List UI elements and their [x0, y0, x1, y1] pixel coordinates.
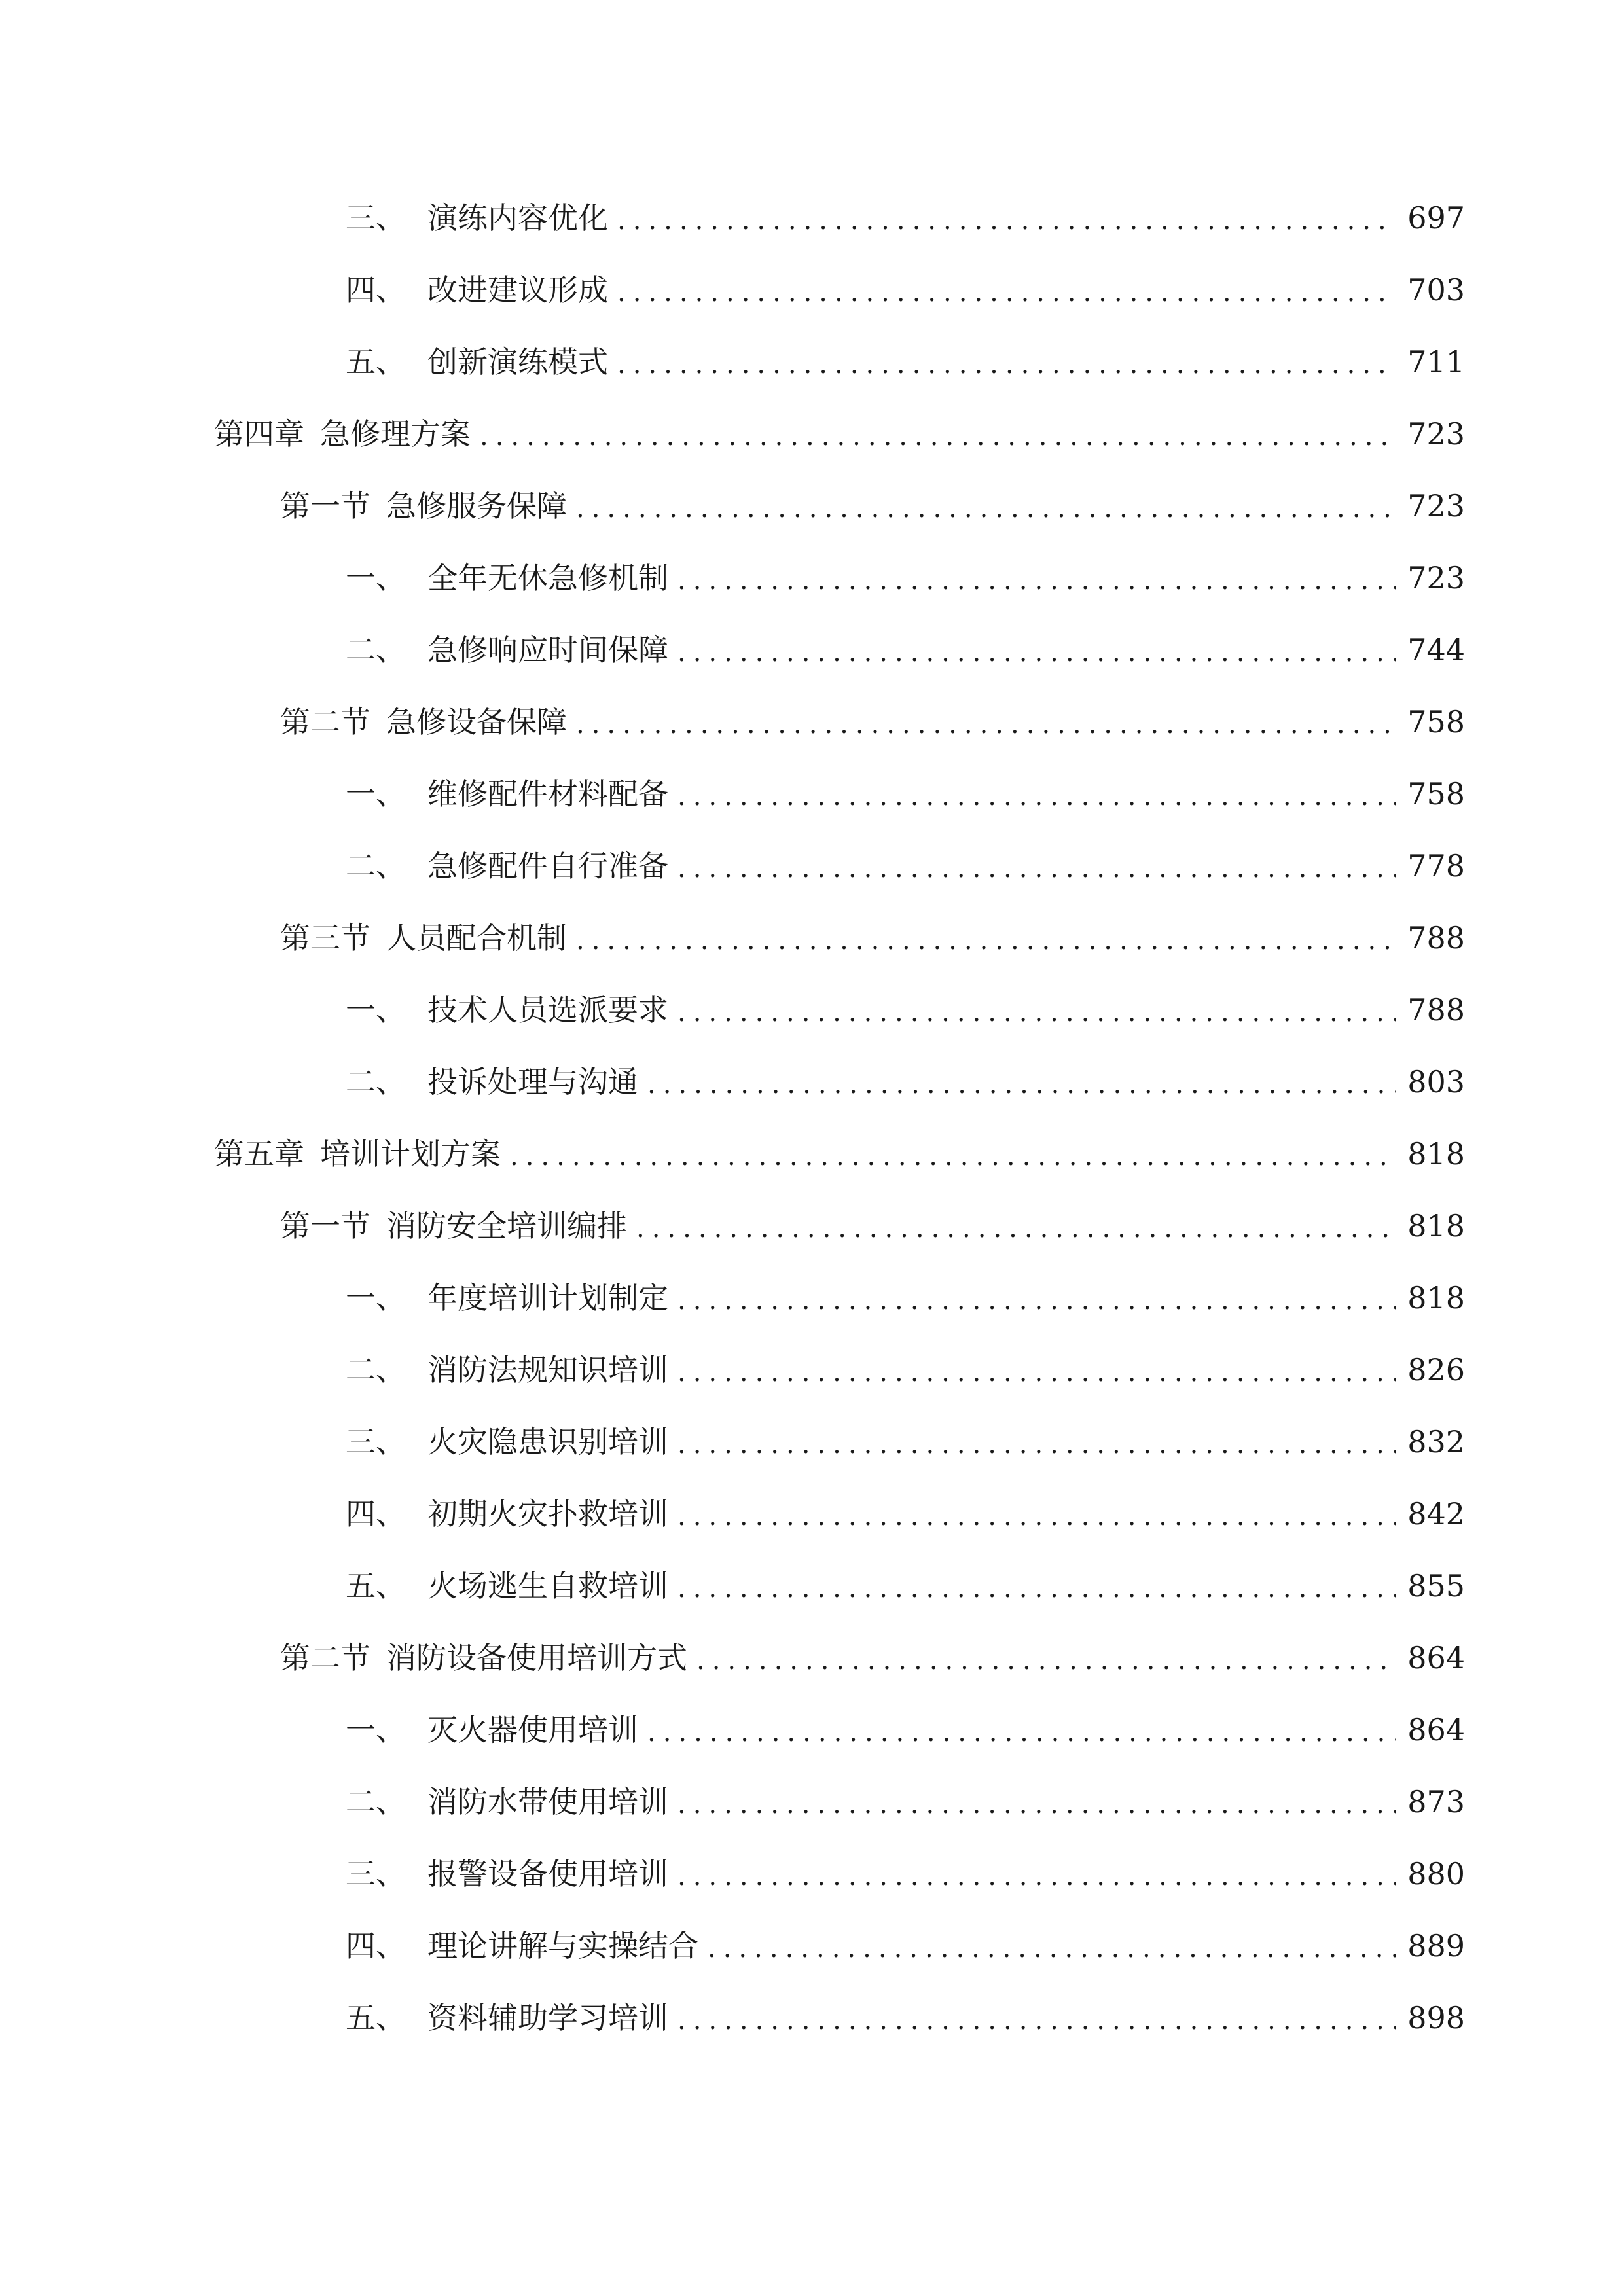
- toc-entry-page-number: 803: [1407, 1064, 1465, 1100]
- toc-entry-title: 演练内容优化: [427, 200, 608, 236]
- toc-entry-number: 第二节: [280, 1640, 370, 1676]
- toc-entry-title: 消防法规知识培训: [427, 1352, 668, 1388]
- toc-dot-leader: [677, 999, 1396, 1026]
- toc-entry-page-number: 788: [1407, 992, 1465, 1028]
- toc-entry-title: 理论讲解与实操结合: [427, 1928, 698, 1964]
- toc-entry-title: 改进建议形成: [427, 272, 608, 308]
- toc-entry-title: 报警设备使用培训: [427, 1856, 668, 1892]
- toc-entry-title: 全年无休急修机制: [427, 560, 668, 596]
- toc-entry-title: 投诉处理与沟通: [427, 1064, 638, 1100]
- toc-dot-leader: [617, 351, 1396, 378]
- toc-entry-page-number: 697: [1407, 200, 1465, 236]
- toc-entry-page-number: 880: [1407, 1856, 1465, 1892]
- toc-entry-number: 一、: [346, 1712, 406, 1748]
- toc-entry-page-number: 855: [1407, 1568, 1465, 1604]
- toc-entry-page-number: 723: [1407, 560, 1465, 596]
- toc-entry-number: 一、: [346, 992, 406, 1028]
- toc-dot-leader: [677, 1431, 1396, 1458]
- toc-dot-leader: [677, 1863, 1396, 1890]
- toc-entry-page-number: 898: [1407, 2000, 1465, 2036]
- toc-entry-number: 四、: [346, 1496, 406, 1532]
- toc-dot-leader: [696, 1647, 1396, 1674]
- toc-entry-page-number: 818: [1407, 1136, 1465, 1172]
- toc-entry[interactable]: [0, 326, 1624, 398]
- toc-entry-number: 三、: [346, 1856, 406, 1892]
- toc-dot-leader: [677, 855, 1396, 882]
- toc-entry-page-number: 758: [1407, 704, 1465, 740]
- toc-entry-title: 消防设备使用培训方式: [386, 1640, 687, 1676]
- toc-entry[interactable]: [0, 758, 1624, 830]
- toc-entry-title: 资料辅助学习培训: [427, 2000, 668, 2036]
- toc-entry-number: 第二节: [280, 704, 370, 740]
- toc-entry-number: 一、: [346, 1280, 406, 1316]
- toc-entry[interactable]: [0, 1982, 1624, 2054]
- toc-entry-number: 第三节: [280, 920, 370, 956]
- toc-entry[interactable]: [0, 1766, 1624, 1838]
- toc-entry-title: 急修设备保障: [386, 704, 567, 740]
- toc-entry[interactable]: [0, 1910, 1624, 1982]
- toc-entry[interactable]: [0, 1550, 1624, 1622]
- toc-entry-number: 第四章: [214, 416, 304, 452]
- toc-entry-page-number: 723: [1407, 416, 1465, 452]
- toc-entry-number: 四、: [346, 272, 406, 308]
- toc-entry[interactable]: [0, 1406, 1624, 1478]
- toc-entry-number: 一、: [346, 776, 406, 812]
- toc-dot-leader: [647, 1719, 1396, 1746]
- toc-entry-page-number: 723: [1407, 488, 1465, 524]
- toc-entry-title: 技术人员选派要求: [427, 992, 668, 1028]
- toc-dot-leader: [677, 639, 1396, 666]
- toc-entry-title: 急修响应时间保障: [427, 632, 668, 668]
- toc-entry[interactable]: [0, 1622, 1624, 1694]
- toc-entry-title: 火灾隐患识别培训: [427, 1424, 668, 1460]
- toc-dot-leader: [677, 1791, 1396, 1818]
- toc-dot-leader: [510, 1143, 1396, 1170]
- toc-entry[interactable]: [0, 614, 1624, 686]
- toc-dot-leader: [677, 1503, 1396, 1530]
- toc-entry[interactable]: [0, 902, 1624, 974]
- toc-entry[interactable]: [0, 254, 1624, 326]
- toc-dot-leader: [708, 1935, 1396, 1962]
- toc-entry-number: 四、: [346, 1928, 406, 1964]
- toc-entry[interactable]: [0, 1478, 1624, 1550]
- table-of-contents: [0, 182, 1624, 2054]
- toc-entry[interactable]: [0, 182, 1624, 254]
- toc-entry-number: 二、: [346, 1064, 406, 1100]
- toc-entry[interactable]: [0, 1838, 1624, 1910]
- toc-entry[interactable]: [0, 1334, 1624, 1406]
- toc-entry-page-number: 889: [1407, 1928, 1465, 1964]
- toc-dot-leader: [677, 783, 1396, 810]
- toc-entry-number: 五、: [346, 344, 406, 380]
- toc-entry-page-number: 711: [1407, 344, 1465, 380]
- toc-entry-title: 急修配件自行准备: [427, 848, 668, 884]
- toc-entry-title: 消防安全培训编排: [386, 1208, 627, 1244]
- toc-entry-title: 初期火灾扑救培训: [427, 1496, 668, 1532]
- toc-entry[interactable]: [0, 470, 1624, 542]
- toc-entry-page-number: 703: [1407, 272, 1465, 308]
- toc-entry[interactable]: [0, 542, 1624, 614]
- toc-entry-title: 消防水带使用培训: [427, 1784, 668, 1820]
- toc-entry-number: 二、: [346, 1784, 406, 1820]
- toc-dot-leader: [677, 567, 1396, 594]
- toc-dot-leader: [636, 1215, 1396, 1242]
- toc-entry[interactable]: [0, 398, 1624, 470]
- toc-entry-page-number: 826: [1407, 1352, 1465, 1388]
- toc-entry[interactable]: [0, 1262, 1624, 1334]
- toc-entry-title: 灭火器使用培训: [427, 1712, 638, 1748]
- toc-entry-page-number: 818: [1407, 1280, 1465, 1316]
- toc-entry-page-number: 864: [1407, 1712, 1465, 1748]
- toc-entry-number: 二、: [346, 632, 406, 668]
- toc-entry-number: 二、: [346, 1352, 406, 1388]
- toc-entry[interactable]: [0, 974, 1624, 1046]
- toc-dot-leader: [576, 495, 1396, 522]
- toc-entry-number: 五、: [346, 2000, 406, 2036]
- toc-dot-leader: [677, 1575, 1396, 1602]
- toc-dot-leader: [576, 711, 1396, 738]
- toc-entry-number: 五、: [346, 1568, 406, 1604]
- toc-dot-leader: [576, 927, 1396, 954]
- toc-dot-leader: [647, 1071, 1396, 1098]
- toc-entry[interactable]: [0, 830, 1624, 902]
- toc-entry-number: 第一节: [280, 488, 370, 524]
- toc-entry-page-number: 758: [1407, 776, 1465, 812]
- toc-entry-title: 急修理方案: [320, 416, 471, 452]
- toc-entry[interactable]: [0, 1046, 1624, 1118]
- toc-dot-leader: [677, 1359, 1396, 1386]
- toc-entry-number: 三、: [346, 200, 406, 236]
- toc-entry-number: 第一节: [280, 1208, 370, 1244]
- toc-entry[interactable]: [0, 1190, 1624, 1262]
- toc-entry-title: 年度培训计划制定: [427, 1280, 668, 1316]
- toc-entry-page-number: 788: [1407, 920, 1465, 956]
- toc-entry[interactable]: [0, 686, 1624, 758]
- toc-dot-leader: [677, 1287, 1396, 1314]
- toc-dot-leader: [617, 279, 1396, 306]
- toc-entry-title: 火场逃生自救培训: [427, 1568, 668, 1604]
- toc-entry-page-number: 842: [1407, 1496, 1465, 1532]
- toc-entry-title: 急修服务保障: [386, 488, 567, 524]
- toc-entry-title: 培训计划方案: [320, 1136, 501, 1172]
- toc-entry-title: 人员配合机制: [386, 920, 567, 956]
- toc-entry-page-number: 832: [1407, 1424, 1465, 1460]
- toc-entry-page-number: 778: [1407, 848, 1465, 884]
- toc-entry-page-number: 864: [1407, 1640, 1465, 1676]
- toc-entry-title: 维修配件材料配备: [427, 776, 668, 812]
- toc-dot-leader: [480, 423, 1396, 450]
- toc-dot-leader: [617, 207, 1396, 234]
- toc-dot-leader: [677, 2007, 1396, 2034]
- toc-entry[interactable]: [0, 1118, 1624, 1190]
- toc-entry-number: 一、: [346, 560, 406, 596]
- toc-entry-title: 创新演练模式: [427, 344, 608, 380]
- toc-entry-page-number: 873: [1407, 1784, 1465, 1820]
- toc-entry[interactable]: [0, 1694, 1624, 1766]
- toc-entry-number: 第五章: [214, 1136, 304, 1172]
- toc-entry-page-number: 744: [1407, 632, 1465, 668]
- toc-entry-number: 二、: [346, 848, 406, 884]
- toc-entry-page-number: 818: [1407, 1208, 1465, 1244]
- toc-entry-number: 三、: [346, 1424, 406, 1460]
